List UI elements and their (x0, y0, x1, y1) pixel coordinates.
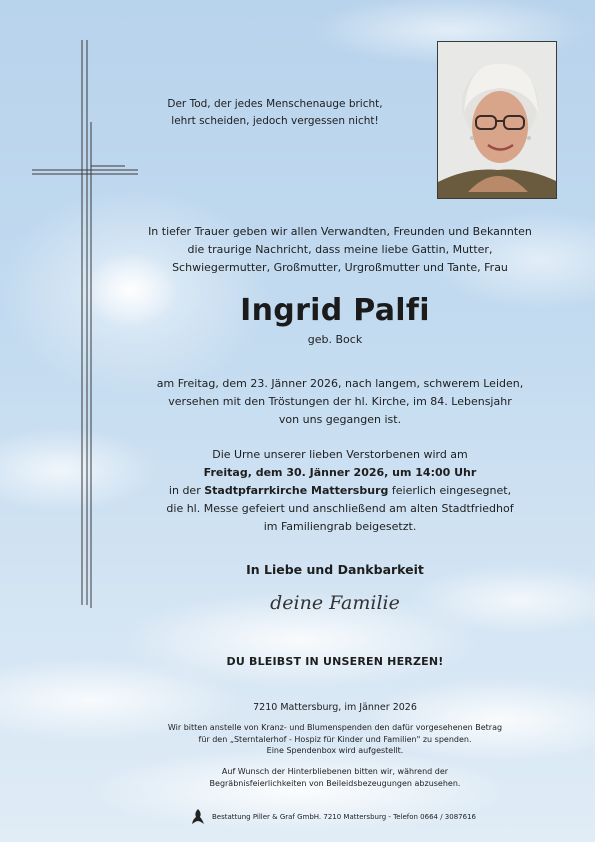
intro-line: Schwiegermutter, Großmutter, Urgroßmutter und Tante, Frau (172, 261, 508, 274)
opening-quote (140, 96, 410, 130)
family-signature: deine Familie (270, 592, 400, 614)
place-date: 7210 Mattersburg, im Jänner 2026 (253, 702, 417, 713)
funeral-line: im Familiengrab beigesetzt. (263, 520, 417, 533)
motto: DU BLEIBST IN UNSEREN HERZEN! (226, 655, 444, 668)
funeral-line: die hl. Messe gefeiert und anschließend am alten Stadtfriedhof (166, 502, 514, 515)
funeral-details (130, 446, 550, 536)
quote-line: Der Tod, der jedes Menschenauge bricht, (167, 98, 383, 110)
dove-icon (190, 808, 206, 826)
condolence-note: Auf Wunsch der Hinterbliebenen bitten wir, während der Begräbnisfeierlichkeiten von Beileidsbezeugungen abzusehen. (209, 767, 461, 788)
death-line: von uns gegangen ist. (278, 413, 402, 426)
intro-line: In tiefer Trauer geben wir allen Verwandten, Freunden und Bekannten (148, 225, 532, 238)
quote-line: lehrt scheiden, jedoch vergessen nicht! (171, 115, 379, 127)
intro-text (120, 223, 560, 277)
death-notice (130, 375, 550, 429)
portrait-photo (437, 41, 557, 199)
closing-phrase: In Liebe und Dankbarkeit (246, 562, 424, 577)
funeral-line: Die Urne unserer lieben Verstorbenen wird am (212, 448, 468, 461)
death-line: am Freitag, dem 23. Jänner 2026, nach langem, schwerem Leiden, (156, 377, 524, 390)
maiden-name: geb. Bock (307, 333, 363, 346)
donation-note: Wir bitten anstelle von Kranz- und Blumenspenden den dafür vorgesehenen Betrag für den „Sterntalerhof - Hospiz für Kinder und Familien" zu spenden. Eine Spendenbox wird aufgestellt. (167, 723, 503, 755)
church-name: Stadtpfarrkirche Mattersburg (204, 484, 389, 497)
intro-line: die traurige Nachricht, dass meine liebe Gattin, Mutter, (187, 243, 493, 256)
death-line: versehen mit den Tröstungen der hl. Kirche, im 84. Lebensjahr (168, 395, 512, 408)
funeral-line: in der Stadtpfarrkirche Mattersburg feierlich eingesegnet, (168, 484, 512, 497)
funeral-home-footer (190, 808, 570, 826)
funeral-date-time: Freitag, dem 30. Jänner 2026, um 14:00 Uhr (203, 466, 477, 479)
footer-text: Bestattung Piller & Graf GmbH. 7210 Mattersburg - Telefon 0664 / 3087616 (212, 813, 476, 821)
deceased-name: Ingrid Palfi (240, 293, 430, 328)
